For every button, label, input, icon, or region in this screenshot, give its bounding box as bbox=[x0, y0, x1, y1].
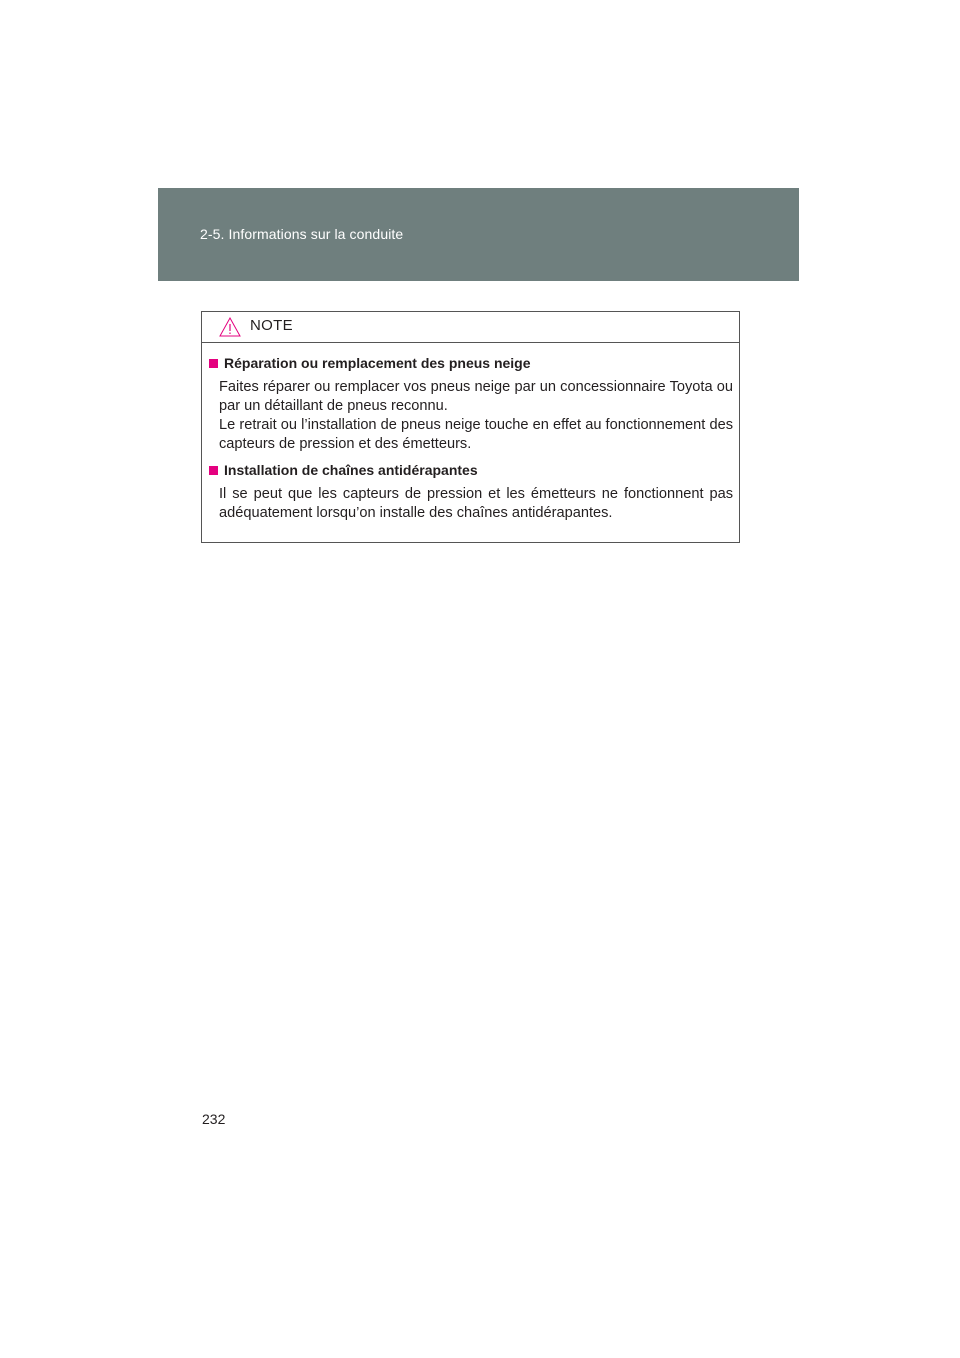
paragraph: Le retrait ou l’installation de pneus neige touche en effet au fonctionnement des capteurs de pression et des émetteurs. bbox=[219, 417, 733, 452]
note-section bbox=[209, 460, 733, 523]
chapter-title: 2-5. Informations sur la conduite bbox=[200, 226, 404, 242]
section-text bbox=[219, 485, 733, 523]
square-bullet-icon bbox=[209, 466, 218, 475]
square-bullet-icon bbox=[209, 359, 218, 368]
note-box bbox=[201, 311, 740, 543]
note-section bbox=[209, 353, 733, 454]
chapter-header-band bbox=[158, 188, 799, 281]
section-title bbox=[209, 460, 733, 480]
paragraph: Faites réparer ou remplacer vos pneus neige par un concessionnaire Toyota ou par un détaillant de pneus reconnu. bbox=[219, 379, 733, 414]
section-text bbox=[219, 378, 733, 454]
section-title-text: Réparation ou remplacement des pneus neige bbox=[224, 355, 531, 371]
note-body bbox=[202, 343, 739, 523]
section-title-text: Installation de chaînes antidérapantes bbox=[224, 462, 478, 478]
page-number: 232 bbox=[202, 1111, 226, 1127]
warning-triangle-icon bbox=[219, 317, 241, 337]
note-label: NOTE bbox=[250, 317, 293, 334]
section-title bbox=[209, 353, 733, 373]
paragraph: Il se peut que les capteurs de pression et les émetteurs ne fonctionnent pas adéquatement lorsqu’on installe des chaînes antidérapantes. bbox=[219, 486, 733, 521]
note-header bbox=[202, 312, 739, 343]
